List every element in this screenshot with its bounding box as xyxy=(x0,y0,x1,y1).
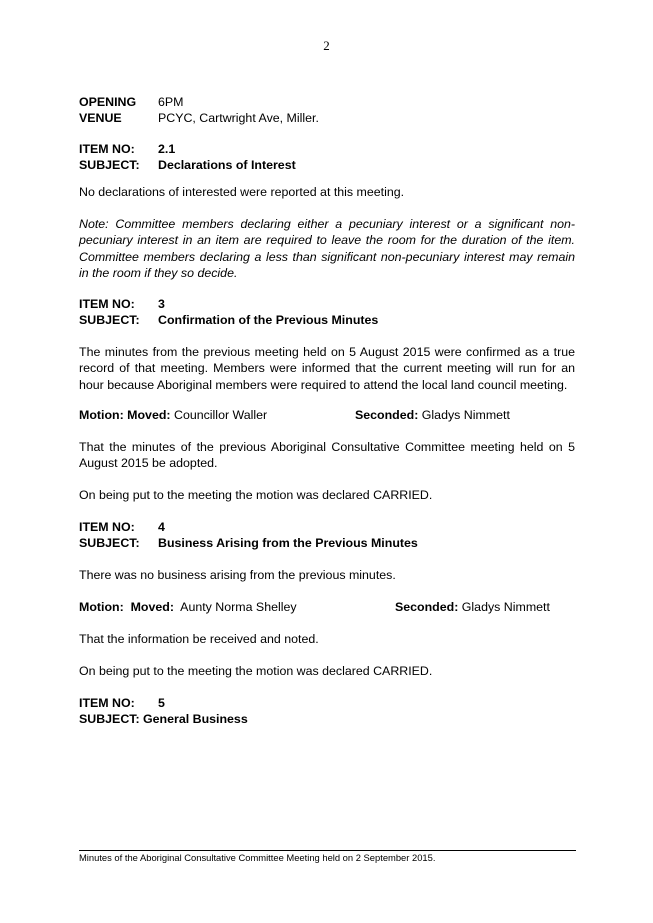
seconded-label: Seconded: xyxy=(355,408,419,422)
resolution-paragraph: That the minutes of the previous Aboriginal Consultative Committee meeting held on 5 August 2015 be adopted. xyxy=(79,440,575,471)
subject-title: Confirmation of the Previous Minutes xyxy=(158,313,379,327)
footer-divider xyxy=(79,850,576,851)
seconded-by: Gladys Nimmett xyxy=(458,600,550,614)
opening-row xyxy=(79,94,575,110)
seconded xyxy=(355,407,510,423)
subject-label: SUBJECT: xyxy=(79,536,140,550)
motion-line xyxy=(79,599,575,615)
venue-row xyxy=(79,110,575,126)
paragraph: The minutes from the previous meeting held on 5 August 2015 were confirmed as a true record of that meeting. Members were informed that the current meeting will run for an hour because Aboriginal members were required to attend the local land council meeting. xyxy=(79,345,575,392)
subject-title: Business Arising from the Previous Minutes xyxy=(158,536,418,550)
moved-by: Aunty Norma Shelley xyxy=(173,600,297,614)
item-number: 5 xyxy=(158,696,165,710)
note-paragraph: Note: Committee members declaring either a pecuniary interest or a significant non-pecuniary interest in an item are required to leave the room for the duration of the item. Committee members declaring a less than significant non-pecuniary interest may remain in the room if they so decide. xyxy=(79,217,575,281)
subject-title: Declarations of Interest xyxy=(158,158,296,172)
item-number: 3 xyxy=(158,297,165,311)
motion-line xyxy=(79,407,575,423)
item-heading xyxy=(79,296,575,328)
item-heading xyxy=(79,519,575,551)
item-label: ITEM NO: xyxy=(79,696,135,710)
item-label: ITEM NO: xyxy=(79,520,135,534)
opening-value: 6PM xyxy=(158,95,184,109)
subject-label: SUBJECT: xyxy=(79,313,140,327)
paragraph: There was no business arising from the previous minutes. xyxy=(79,568,396,582)
item-label: ITEM NO: xyxy=(79,142,135,156)
item-heading xyxy=(79,141,575,173)
motion-label: Motion: Moved: xyxy=(79,600,174,614)
meeting-details xyxy=(79,94,575,126)
seconded-by: Gladys Nimmett xyxy=(418,408,510,422)
outcome-paragraph: On being put to the meeting the motion was declared CARRIED. xyxy=(79,664,433,678)
seconded xyxy=(395,599,550,615)
subject-title: General Business xyxy=(143,712,248,726)
outcome-paragraph: On being put to the meeting the motion was declared CARRIED. xyxy=(79,488,433,502)
venue-label: VENUE xyxy=(79,111,122,125)
moved-by: Councillor Waller xyxy=(170,408,268,422)
item-label: ITEM NO: xyxy=(79,297,135,311)
item-number: 4 xyxy=(158,520,165,534)
subject-label: SUBJECT: xyxy=(79,712,144,726)
page-number: 2 xyxy=(323,38,330,53)
footer-text: Minutes of the Aboriginal Consultative Committee Meeting held on 2 September 2015. xyxy=(79,852,436,863)
subject-label: SUBJECT: xyxy=(79,158,140,172)
resolution-paragraph: That the information be received and noted. xyxy=(79,632,319,646)
venue-value: PCYC, Cartwright Ave, Miller. xyxy=(158,111,319,125)
item-number: 2.1 xyxy=(158,142,176,156)
paragraph: No declarations of interested were reported at this meeting. xyxy=(79,185,405,199)
seconded-label: Seconded: xyxy=(395,600,459,614)
motion-label: Motion: Moved: xyxy=(79,408,171,422)
opening-label: OPENING xyxy=(79,95,137,109)
item-heading xyxy=(79,695,575,727)
